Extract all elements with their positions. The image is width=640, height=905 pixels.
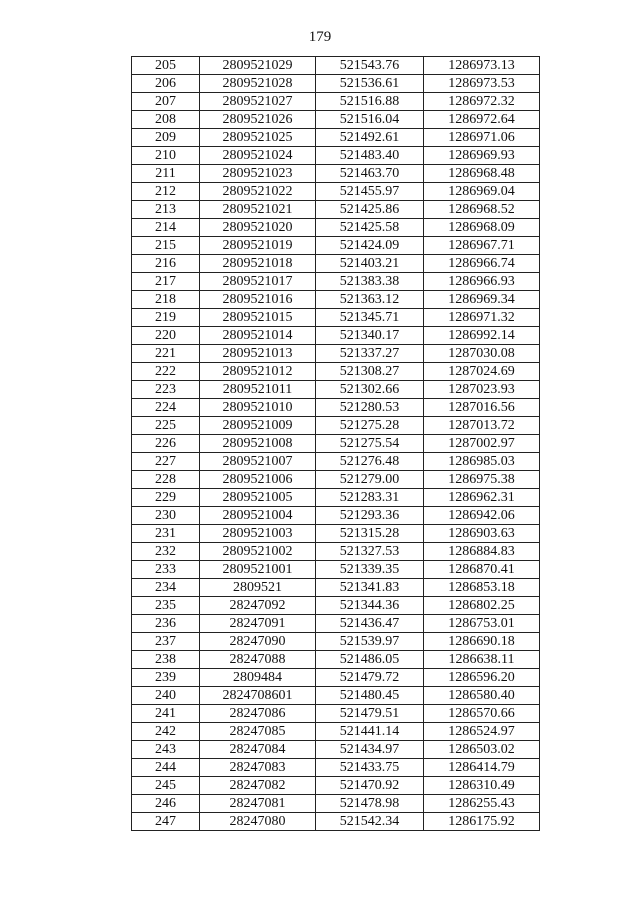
table-row xyxy=(132,615,540,633)
x-coordinate-cell: 521337.27 xyxy=(316,345,424,363)
table-row xyxy=(132,417,540,435)
y-coordinate-cell: 1286992.14 xyxy=(424,327,540,345)
y-coordinate-cell: 1287024.69 xyxy=(424,363,540,381)
point-number-cell: 210 xyxy=(132,147,200,165)
point-number-cell: 221 xyxy=(132,345,200,363)
x-coordinate-cell: 521383.38 xyxy=(316,273,424,291)
point-number-cell: 208 xyxy=(132,111,200,129)
y-coordinate-cell: 1286985.03 xyxy=(424,453,540,471)
table-row xyxy=(132,597,540,615)
table-row xyxy=(132,219,540,237)
point-number-cell: 205 xyxy=(132,57,200,75)
table-row xyxy=(132,795,540,813)
table-row xyxy=(132,813,540,831)
table-row xyxy=(132,309,540,327)
x-coordinate-cell: 521345.71 xyxy=(316,309,424,327)
table-row xyxy=(132,327,540,345)
x-coordinate-cell: 521425.86 xyxy=(316,201,424,219)
point-id-cell: 2809521001 xyxy=(200,561,316,579)
point-id-cell: 2809521009 xyxy=(200,417,316,435)
point-number-cell: 225 xyxy=(132,417,200,435)
table-row xyxy=(132,507,540,525)
point-number-cell: 229 xyxy=(132,489,200,507)
point-number-cell: 217 xyxy=(132,273,200,291)
x-coordinate-cell: 521516.04 xyxy=(316,111,424,129)
y-coordinate-cell: 1286972.64 xyxy=(424,111,540,129)
table-row xyxy=(132,363,540,381)
point-id-cell: 2809521010 xyxy=(200,399,316,417)
y-coordinate-cell: 1286968.09 xyxy=(424,219,540,237)
y-coordinate-cell: 1287016.56 xyxy=(424,399,540,417)
point-number-cell: 241 xyxy=(132,705,200,723)
x-coordinate-cell: 521363.12 xyxy=(316,291,424,309)
y-coordinate-cell: 1286870.41 xyxy=(424,561,540,579)
point-id-cell: 2809521012 xyxy=(200,363,316,381)
point-number-cell: 245 xyxy=(132,777,200,795)
y-coordinate-cell: 1286969.04 xyxy=(424,183,540,201)
x-coordinate-cell: 521302.66 xyxy=(316,381,424,399)
point-number-cell: 231 xyxy=(132,525,200,543)
point-id-cell: 2809521020 xyxy=(200,219,316,237)
y-coordinate-cell: 1286596.20 xyxy=(424,669,540,687)
point-number-cell: 215 xyxy=(132,237,200,255)
point-number-cell: 211 xyxy=(132,165,200,183)
x-coordinate-cell: 521293.36 xyxy=(316,507,424,525)
point-number-cell: 220 xyxy=(132,327,200,345)
point-id-cell: 2809521024 xyxy=(200,147,316,165)
x-coordinate-cell: 521283.31 xyxy=(316,489,424,507)
table-row xyxy=(132,237,540,255)
y-coordinate-cell: 1286853.18 xyxy=(424,579,540,597)
x-coordinate-cell: 521339.35 xyxy=(316,561,424,579)
table-row xyxy=(132,525,540,543)
point-id-cell: 28247080 xyxy=(200,813,316,831)
x-coordinate-cell: 521483.40 xyxy=(316,147,424,165)
table-row xyxy=(132,489,540,507)
point-id-cell: 28247083 xyxy=(200,759,316,777)
table-row xyxy=(132,147,540,165)
point-id-cell: 2809521021 xyxy=(200,201,316,219)
point-number-cell: 207 xyxy=(132,93,200,111)
x-coordinate-cell: 521276.48 xyxy=(316,453,424,471)
point-number-cell: 212 xyxy=(132,183,200,201)
point-id-cell: 28247092 xyxy=(200,597,316,615)
x-coordinate-cell: 521344.36 xyxy=(316,597,424,615)
x-coordinate-cell: 521433.75 xyxy=(316,759,424,777)
table-body xyxy=(132,57,540,831)
point-id-cell: 2809521014 xyxy=(200,327,316,345)
point-id-cell: 2809521013 xyxy=(200,345,316,363)
y-coordinate-cell: 1286690.18 xyxy=(424,633,540,651)
table-row xyxy=(132,399,540,417)
x-coordinate-cell: 521436.47 xyxy=(316,615,424,633)
y-coordinate-cell: 1286967.71 xyxy=(424,237,540,255)
y-coordinate-cell: 1286968.52 xyxy=(424,201,540,219)
table-row xyxy=(132,183,540,201)
point-id-cell: 28247088 xyxy=(200,651,316,669)
x-coordinate-cell: 521543.76 xyxy=(316,57,424,75)
table-row xyxy=(132,273,540,291)
x-coordinate-cell: 521308.27 xyxy=(316,363,424,381)
point-number-cell: 214 xyxy=(132,219,200,237)
y-coordinate-cell: 1287002.97 xyxy=(424,435,540,453)
y-coordinate-cell: 1286175.92 xyxy=(424,813,540,831)
point-id-cell: 2809521022 xyxy=(200,183,316,201)
point-number-cell: 226 xyxy=(132,435,200,453)
y-coordinate-cell: 1286503.02 xyxy=(424,741,540,759)
point-id-cell: 2809521017 xyxy=(200,273,316,291)
point-number-cell: 227 xyxy=(132,453,200,471)
y-coordinate-cell: 1286802.25 xyxy=(424,597,540,615)
point-id-cell: 2809521026 xyxy=(200,111,316,129)
point-number-cell: 218 xyxy=(132,291,200,309)
y-coordinate-cell: 1286973.53 xyxy=(424,75,540,93)
y-coordinate-cell: 1286310.49 xyxy=(424,777,540,795)
table-row xyxy=(132,669,540,687)
y-coordinate-cell: 1287023.93 xyxy=(424,381,540,399)
point-number-cell: 246 xyxy=(132,795,200,813)
table-row xyxy=(132,93,540,111)
x-coordinate-cell: 521425.58 xyxy=(316,219,424,237)
y-coordinate-cell: 1286884.83 xyxy=(424,543,540,561)
point-id-cell: 2809484 xyxy=(200,669,316,687)
point-number-cell: 240 xyxy=(132,687,200,705)
point-number-cell: 239 xyxy=(132,669,200,687)
point-number-cell: 219 xyxy=(132,309,200,327)
y-coordinate-cell: 1286962.31 xyxy=(424,489,540,507)
point-id-cell: 2809521011 xyxy=(200,381,316,399)
y-coordinate-cell: 1286971.06 xyxy=(424,129,540,147)
point-id-cell: 2809521005 xyxy=(200,489,316,507)
point-number-cell: 237 xyxy=(132,633,200,651)
table-row xyxy=(132,291,540,309)
y-coordinate-cell: 1286580.40 xyxy=(424,687,540,705)
table-row xyxy=(132,201,540,219)
y-coordinate-cell: 1286524.97 xyxy=(424,723,540,741)
point-id-cell: 2809521028 xyxy=(200,75,316,93)
x-coordinate-cell: 521480.45 xyxy=(316,687,424,705)
y-coordinate-cell: 1286966.74 xyxy=(424,255,540,273)
table-row xyxy=(132,75,540,93)
page-number: 179 xyxy=(308,29,332,45)
point-id-cell: 2809521007 xyxy=(200,453,316,471)
table-row xyxy=(132,633,540,651)
point-id-cell: 28247091 xyxy=(200,615,316,633)
point-id-cell: 28247084 xyxy=(200,741,316,759)
point-id-cell: 2809521023 xyxy=(200,165,316,183)
point-number-cell: 232 xyxy=(132,543,200,561)
x-coordinate-cell: 521280.53 xyxy=(316,399,424,417)
y-coordinate-cell: 1286753.01 xyxy=(424,615,540,633)
y-coordinate-cell: 1286969.93 xyxy=(424,147,540,165)
x-coordinate-cell: 521536.61 xyxy=(316,75,424,93)
point-id-cell: 2809521002 xyxy=(200,543,316,561)
x-coordinate-cell: 521327.53 xyxy=(316,543,424,561)
point-id-cell: 2824708601 xyxy=(200,687,316,705)
table-row xyxy=(132,453,540,471)
table-row xyxy=(132,435,540,453)
point-number-cell: 216 xyxy=(132,255,200,273)
x-coordinate-cell: 521424.09 xyxy=(316,237,424,255)
y-coordinate-cell: 1286255.43 xyxy=(424,795,540,813)
x-coordinate-cell: 521275.54 xyxy=(316,435,424,453)
x-coordinate-cell: 521470.92 xyxy=(316,777,424,795)
point-number-cell: 243 xyxy=(132,741,200,759)
point-number-cell: 209 xyxy=(132,129,200,147)
table-row xyxy=(132,111,540,129)
point-id-cell: 2809521016 xyxy=(200,291,316,309)
table-row xyxy=(132,345,540,363)
point-number-cell: 236 xyxy=(132,615,200,633)
point-id-cell: 2809521003 xyxy=(200,525,316,543)
x-coordinate-cell: 521486.05 xyxy=(316,651,424,669)
x-coordinate-cell: 521542.34 xyxy=(316,813,424,831)
y-coordinate-cell: 1286414.79 xyxy=(424,759,540,777)
point-id-cell: 2809521008 xyxy=(200,435,316,453)
point-id-cell: 28247090 xyxy=(200,633,316,651)
point-id-cell: 2809521004 xyxy=(200,507,316,525)
table-row xyxy=(132,129,540,147)
point-number-cell: 233 xyxy=(132,561,200,579)
x-coordinate-cell: 521341.83 xyxy=(316,579,424,597)
y-coordinate-cell: 1287030.08 xyxy=(424,345,540,363)
table-row xyxy=(132,255,540,273)
point-id-cell: 2809521006 xyxy=(200,471,316,489)
point-id-cell: 2809521025 xyxy=(200,129,316,147)
point-id-cell: 28247085 xyxy=(200,723,316,741)
point-number-cell: 234 xyxy=(132,579,200,597)
point-number-cell: 222 xyxy=(132,363,200,381)
table-row xyxy=(132,561,540,579)
table-row xyxy=(132,705,540,723)
table-row xyxy=(132,543,540,561)
x-coordinate-cell: 521275.28 xyxy=(316,417,424,435)
x-coordinate-cell: 521479.72 xyxy=(316,669,424,687)
table-row xyxy=(132,759,540,777)
coordinates-table xyxy=(131,56,540,831)
x-coordinate-cell: 521441.14 xyxy=(316,723,424,741)
point-id-cell: 28247086 xyxy=(200,705,316,723)
y-coordinate-cell: 1286971.32 xyxy=(424,309,540,327)
point-id-cell: 2809521015 xyxy=(200,309,316,327)
x-coordinate-cell: 521479.51 xyxy=(316,705,424,723)
point-number-cell: 223 xyxy=(132,381,200,399)
y-coordinate-cell: 1286968.48 xyxy=(424,165,540,183)
x-coordinate-cell: 521403.21 xyxy=(316,255,424,273)
table-row xyxy=(132,381,540,399)
y-coordinate-cell: 1286973.13 xyxy=(424,57,540,75)
point-id-cell: 28247081 xyxy=(200,795,316,813)
x-coordinate-cell: 521539.97 xyxy=(316,633,424,651)
table-row xyxy=(132,777,540,795)
table-row xyxy=(132,579,540,597)
table-row xyxy=(132,723,540,741)
y-coordinate-cell: 1286570.66 xyxy=(424,705,540,723)
point-id-cell: 2809521019 xyxy=(200,237,316,255)
point-id-cell: 28247082 xyxy=(200,777,316,795)
x-coordinate-cell: 521492.61 xyxy=(316,129,424,147)
point-id-cell: 2809521018 xyxy=(200,255,316,273)
table-row xyxy=(132,57,540,75)
y-coordinate-cell: 1286969.34 xyxy=(424,291,540,309)
table-row xyxy=(132,651,540,669)
y-coordinate-cell: 1286638.11 xyxy=(424,651,540,669)
x-coordinate-cell: 521478.98 xyxy=(316,795,424,813)
x-coordinate-cell: 521516.88 xyxy=(316,93,424,111)
point-number-cell: 247 xyxy=(132,813,200,831)
point-number-cell: 228 xyxy=(132,471,200,489)
y-coordinate-cell: 1287013.72 xyxy=(424,417,540,435)
x-coordinate-cell: 521315.28 xyxy=(316,525,424,543)
point-number-cell: 213 xyxy=(132,201,200,219)
x-coordinate-cell: 521434.97 xyxy=(316,741,424,759)
y-coordinate-cell: 1286942.06 xyxy=(424,507,540,525)
table-row xyxy=(132,741,540,759)
point-id-cell: 2809521 xyxy=(200,579,316,597)
table-row xyxy=(132,471,540,489)
point-number-cell: 224 xyxy=(132,399,200,417)
point-number-cell: 235 xyxy=(132,597,200,615)
table-row xyxy=(132,687,540,705)
y-coordinate-cell: 1286975.38 xyxy=(424,471,540,489)
y-coordinate-cell: 1286903.63 xyxy=(424,525,540,543)
point-number-cell: 206 xyxy=(132,75,200,93)
point-number-cell: 242 xyxy=(132,723,200,741)
x-coordinate-cell: 521455.97 xyxy=(316,183,424,201)
point-number-cell: 238 xyxy=(132,651,200,669)
x-coordinate-cell: 521463.70 xyxy=(316,165,424,183)
y-coordinate-cell: 1286966.93 xyxy=(424,273,540,291)
y-coordinate-cell: 1286972.32 xyxy=(424,93,540,111)
point-id-cell: 2809521027 xyxy=(200,93,316,111)
table-row xyxy=(132,165,540,183)
x-coordinate-cell: 521279.00 xyxy=(316,471,424,489)
point-number-cell: 244 xyxy=(132,759,200,777)
point-number-cell: 230 xyxy=(132,507,200,525)
point-id-cell: 2809521029 xyxy=(200,57,316,75)
x-coordinate-cell: 521340.17 xyxy=(316,327,424,345)
